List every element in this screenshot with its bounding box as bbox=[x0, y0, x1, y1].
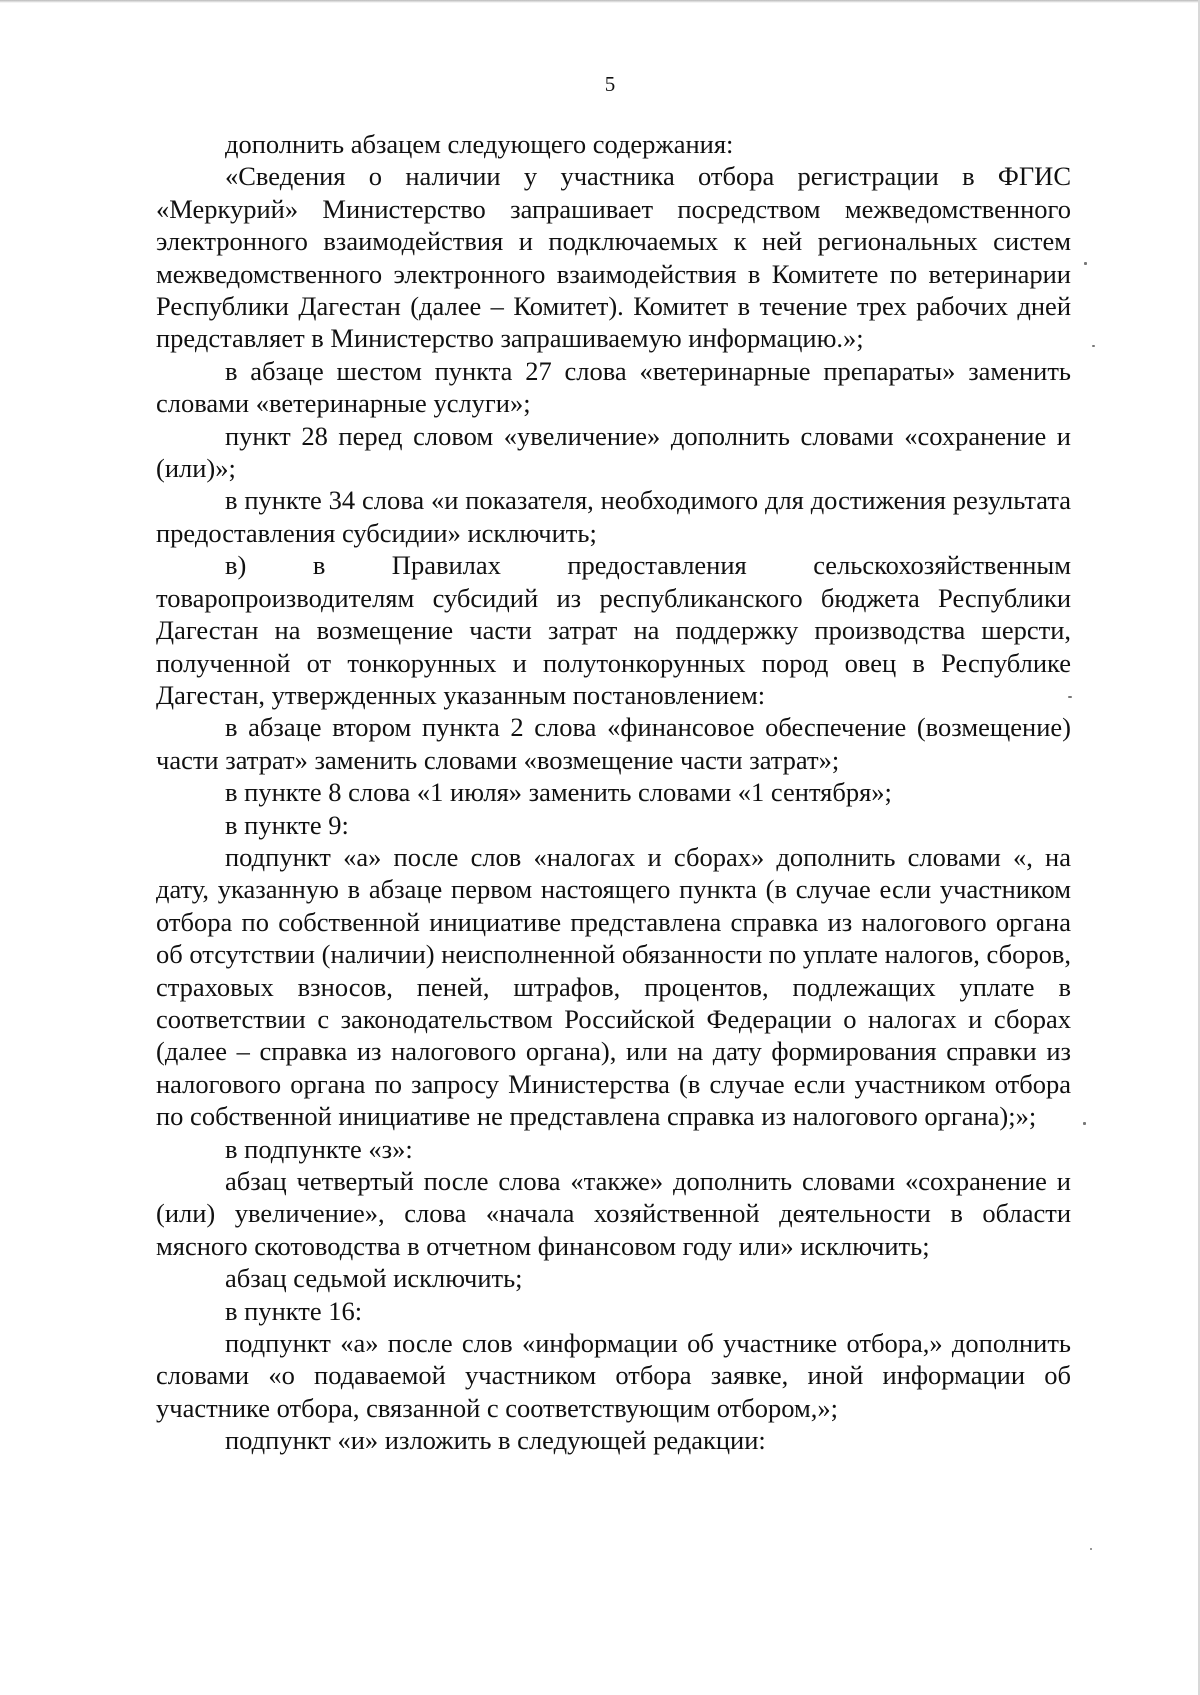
paragraph-11: в подпункте «з»: bbox=[225, 1133, 413, 1164]
paragraph-12: абзац четвертый после слова «также» дополнить словами «сохранение и (или) увеличение», слова «начала хозяйственной деятельности в области мясного скотоводства в отчетном финансовом году или» исключить; bbox=[156, 1166, 1071, 1261]
scan-speck bbox=[1092, 345, 1095, 347]
paragraph-7: в абзаце втором пункта 2 слова «финансовое обеспечение (возмещение) части затрат» заменить словами «возмещение части затрат»; bbox=[156, 712, 1071, 775]
paragraph-16: подпункт «и» изложить в следующей редакции: bbox=[225, 1425, 766, 1456]
scan-speck bbox=[1084, 262, 1087, 265]
page-number: 5 bbox=[604, 72, 616, 96]
paragraph-10: подпункт «а» после слов «налогах и сборах» дополнить словами «, на дату, указанную в абзаце первом настоящего пункта (в случае если участником отбора по собственной инициативе представлена справка из налогового органа об отсутствии (наличии) неисполненной обязанности по уплате налогов, сборов, страховых взносов, пеней, штрафов, процентов, подлежащих уплате в соответствии с законодательством Российской Федерации о налогах и сборах (далее – справка из налогового органа), или на дату формирования справки из налогового органа по запросу Министерства (в случае если участником отбора по собственной инициативе не представлена справка из налогового органа);»; bbox=[156, 841, 1071, 1132]
paragraph-13: абзац седьмой исключить; bbox=[225, 1263, 523, 1294]
paragraph-1: дополнить абзацем следующего содержания: bbox=[225, 129, 734, 159]
paragraph-8: в пункте 8 слова «1 июля» заменить словами «1 сентября»; bbox=[225, 777, 892, 808]
scan-speck bbox=[1068, 696, 1072, 698]
paragraph-9: в пункте 9: bbox=[225, 809, 349, 840]
scan-speck bbox=[1083, 1122, 1086, 1125]
paragraph-3: в абзаце шестом пункта 27 слова «ветеринарные препараты» заменить словами «ветеринарные услуги»; bbox=[156, 355, 1071, 419]
paragraph-6: в) в Правилах предоставления сельскохозяйственным товаропроизводителям субсидий из республиканского бюджета Республики Дагестан на возмещение части затрат на поддержку производства шерсти, полученной от тонкорунных и полутонкорунных пород овец в Республике Дагестан, утвержденных указанным постановлением: bbox=[156, 550, 1071, 710]
scan-speck bbox=[1090, 1548, 1092, 1550]
paragraph-14: в пункте 16: bbox=[225, 1295, 363, 1326]
paragraph-2: «Сведения о наличии у участника отбора регистрации в ФГИС «Меркурий» Министерство запрашивает посредством межведомственного электронного взаимодействия и подключаемых к ней региональных систем межведомственного электронного взаимодействия в Комитете по ветеринарии Республики Дагестан (далее – Комитет). Комитет в течение трех рабочих дней представляет в Министерство запрашиваемую информацию.»; bbox=[156, 161, 1071, 354]
scan-top-edge bbox=[0, 0, 1200, 3]
paragraph-15: подпункт «а» после слов «информации об участнике отбора,» дополнить словами «о подаваемой участником отбора заявке, иной информации об участнике отбора, связанной с соответствующим отбором,»; bbox=[156, 1328, 1071, 1423]
paragraph-4: пункт 28 перед словом «увеличение» дополнить словами «сохранение и (или)»; bbox=[156, 420, 1071, 484]
document-body bbox=[156, 128, 1071, 1457]
paragraph-5: в пункте 34 слова «и показателя, необходимого для достижения результата предоставления субсидии» исключить; bbox=[156, 485, 1071, 548]
